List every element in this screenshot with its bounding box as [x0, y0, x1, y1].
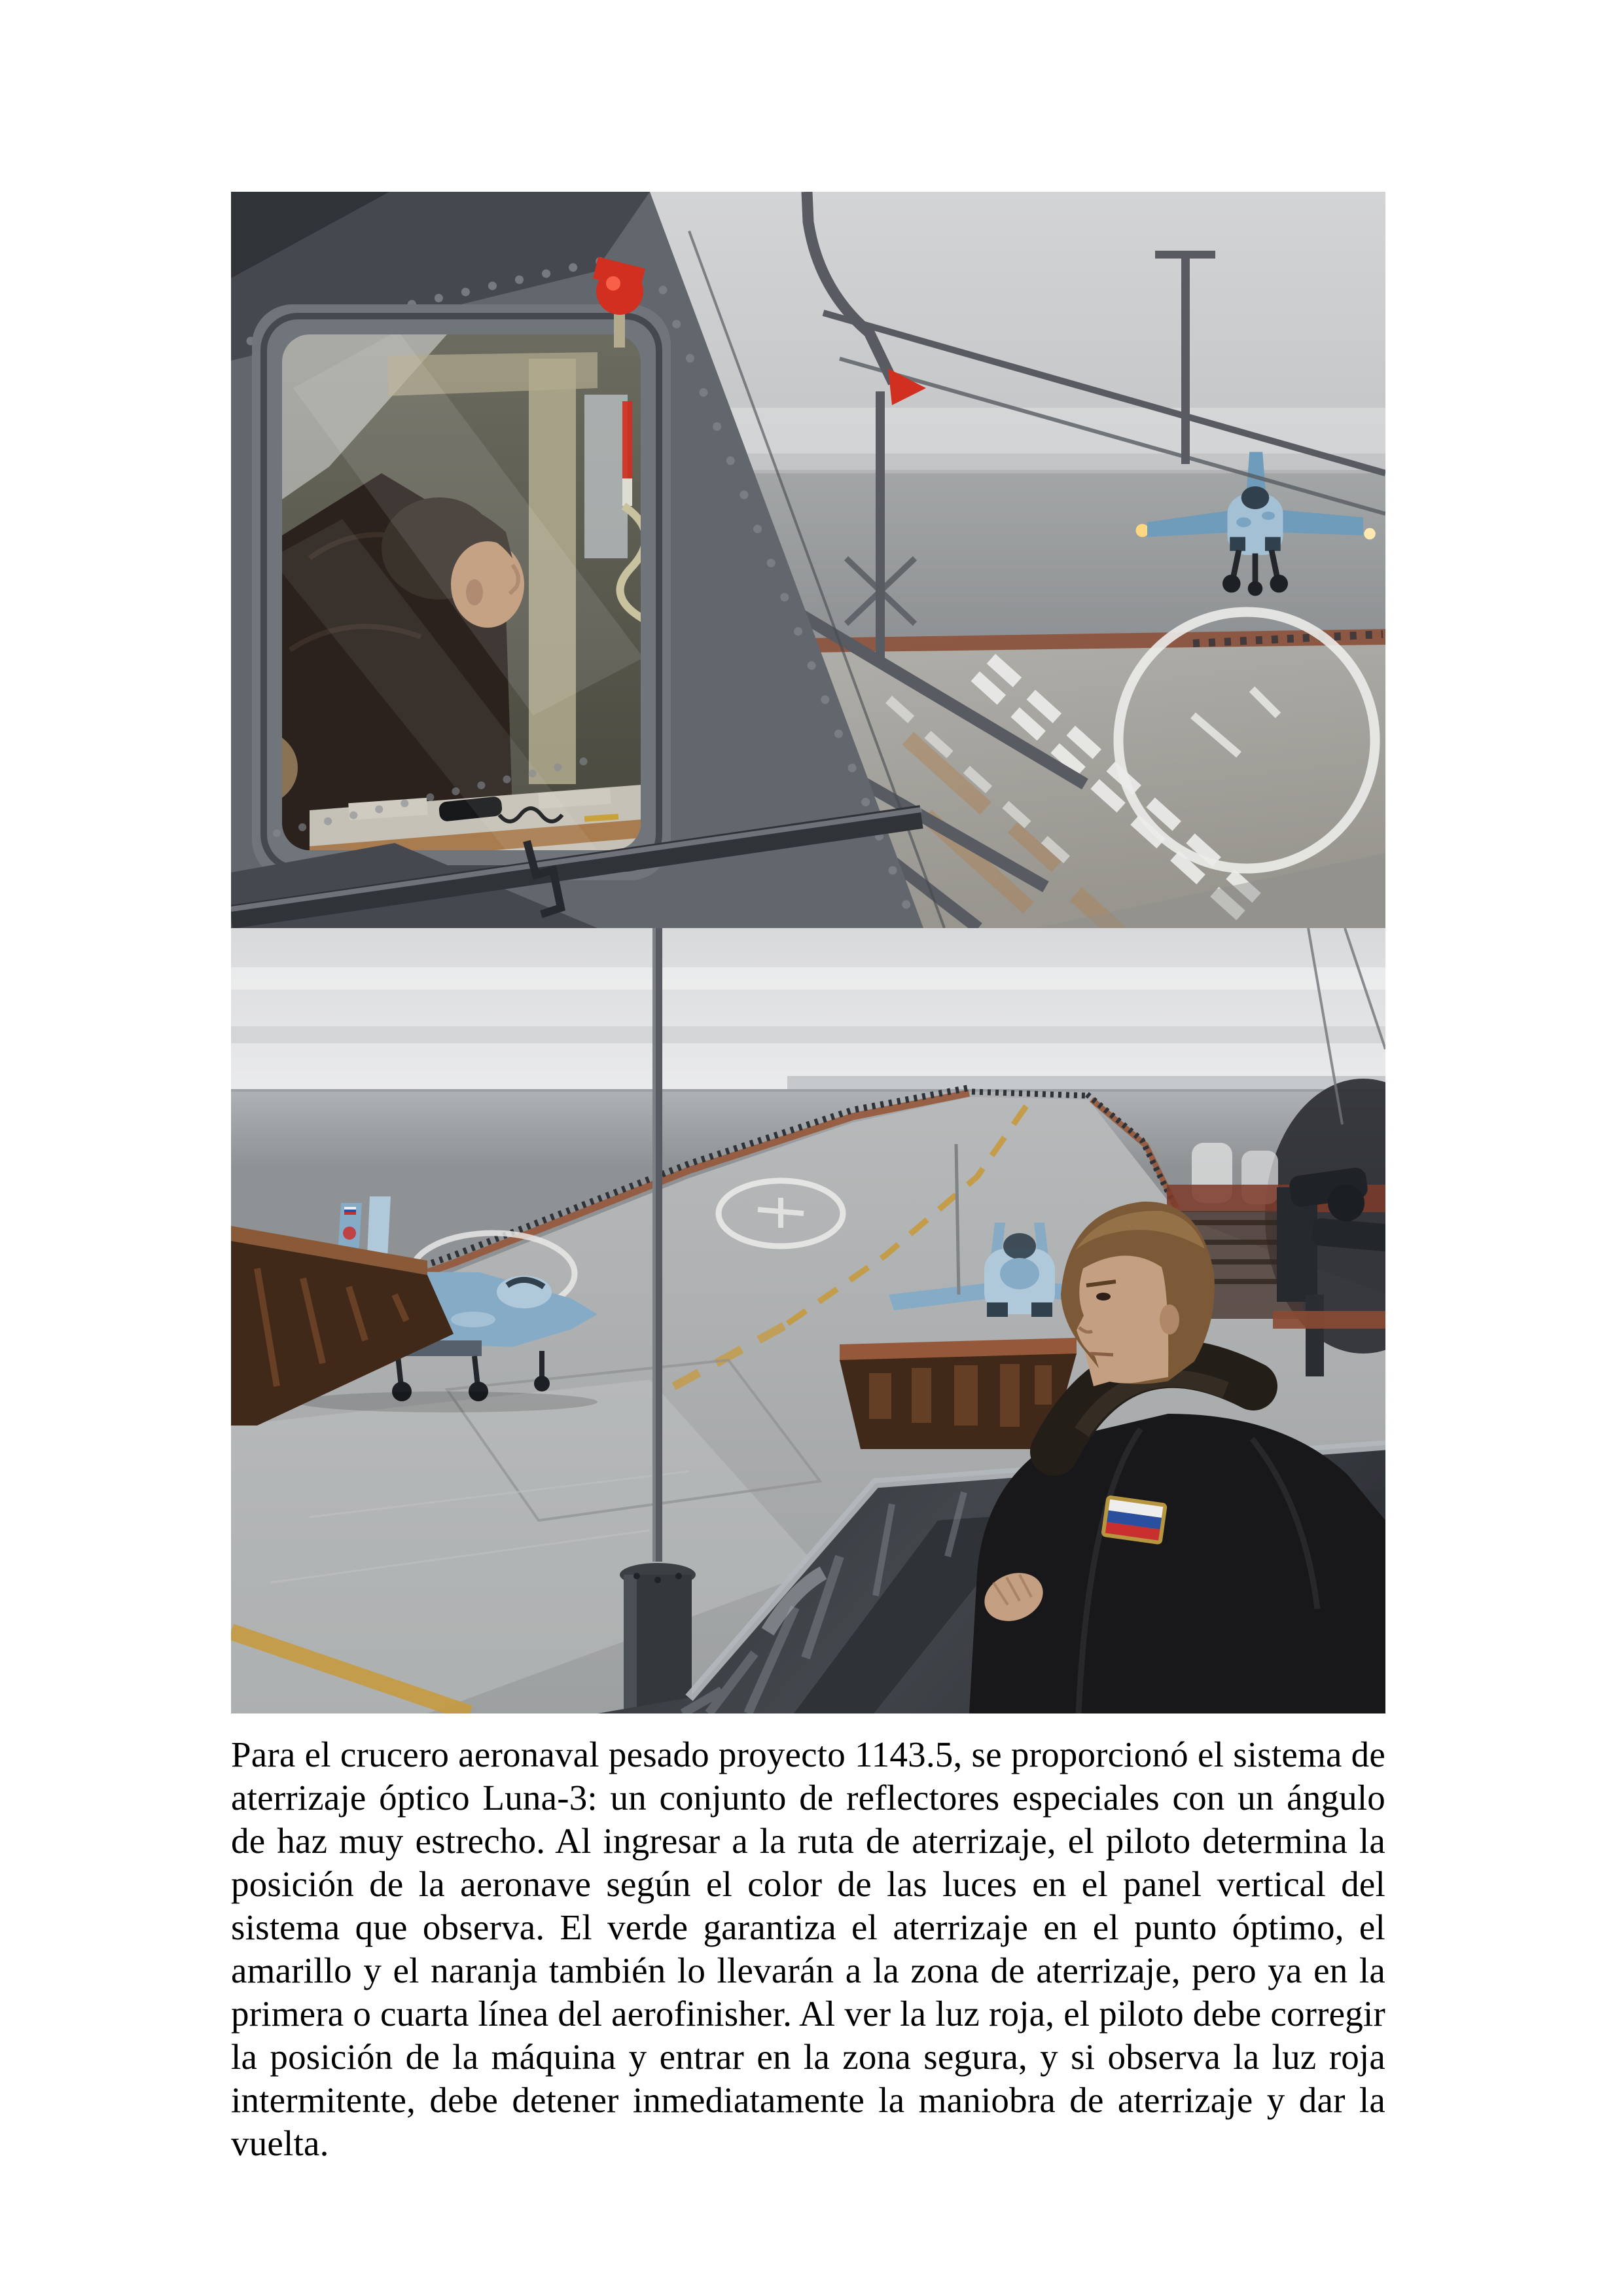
photo-stack [231, 192, 1385, 1713]
russian-flag-patch [1101, 1495, 1168, 1545]
photo-top-illustration [231, 192, 1385, 928]
photo-carrier-bridge-landing [231, 192, 1385, 928]
sky [231, 928, 1385, 1093]
article-paragraph: Para el crucero aeronaval pesado proyecto 1143.5, se proporcionó el sistema de aterrizaje óptico Luna-3: un conjunto de reflectores especiales con un ángulo de haz muy estrecho. Al ingresar a la ruta de aterrizaje, el piloto determina la posición de la aeronave según el color de las luces en el panel vertical del sistema que observa. El verde garantiza el aterrizaje en el punto óptimo, el amarillo y el naranja también lo llevarán a la zona de aterrizaje, pero ya en la primera o cuarta línea del aerofinisher. Al ver la luz roja, el piloto debe corregir la posición de la máquina y entrar en la zona segura, y si observa la luz roja intermitente, debe detener inmediatamente la maniobra de aterrizaje y dar la vuelta. [231, 1734, 1385, 2163]
photo-bottom-illustration [231, 928, 1385, 1713]
cabin-window [231, 304, 671, 880]
photo-deck-overlook-medvedev [231, 928, 1385, 1713]
